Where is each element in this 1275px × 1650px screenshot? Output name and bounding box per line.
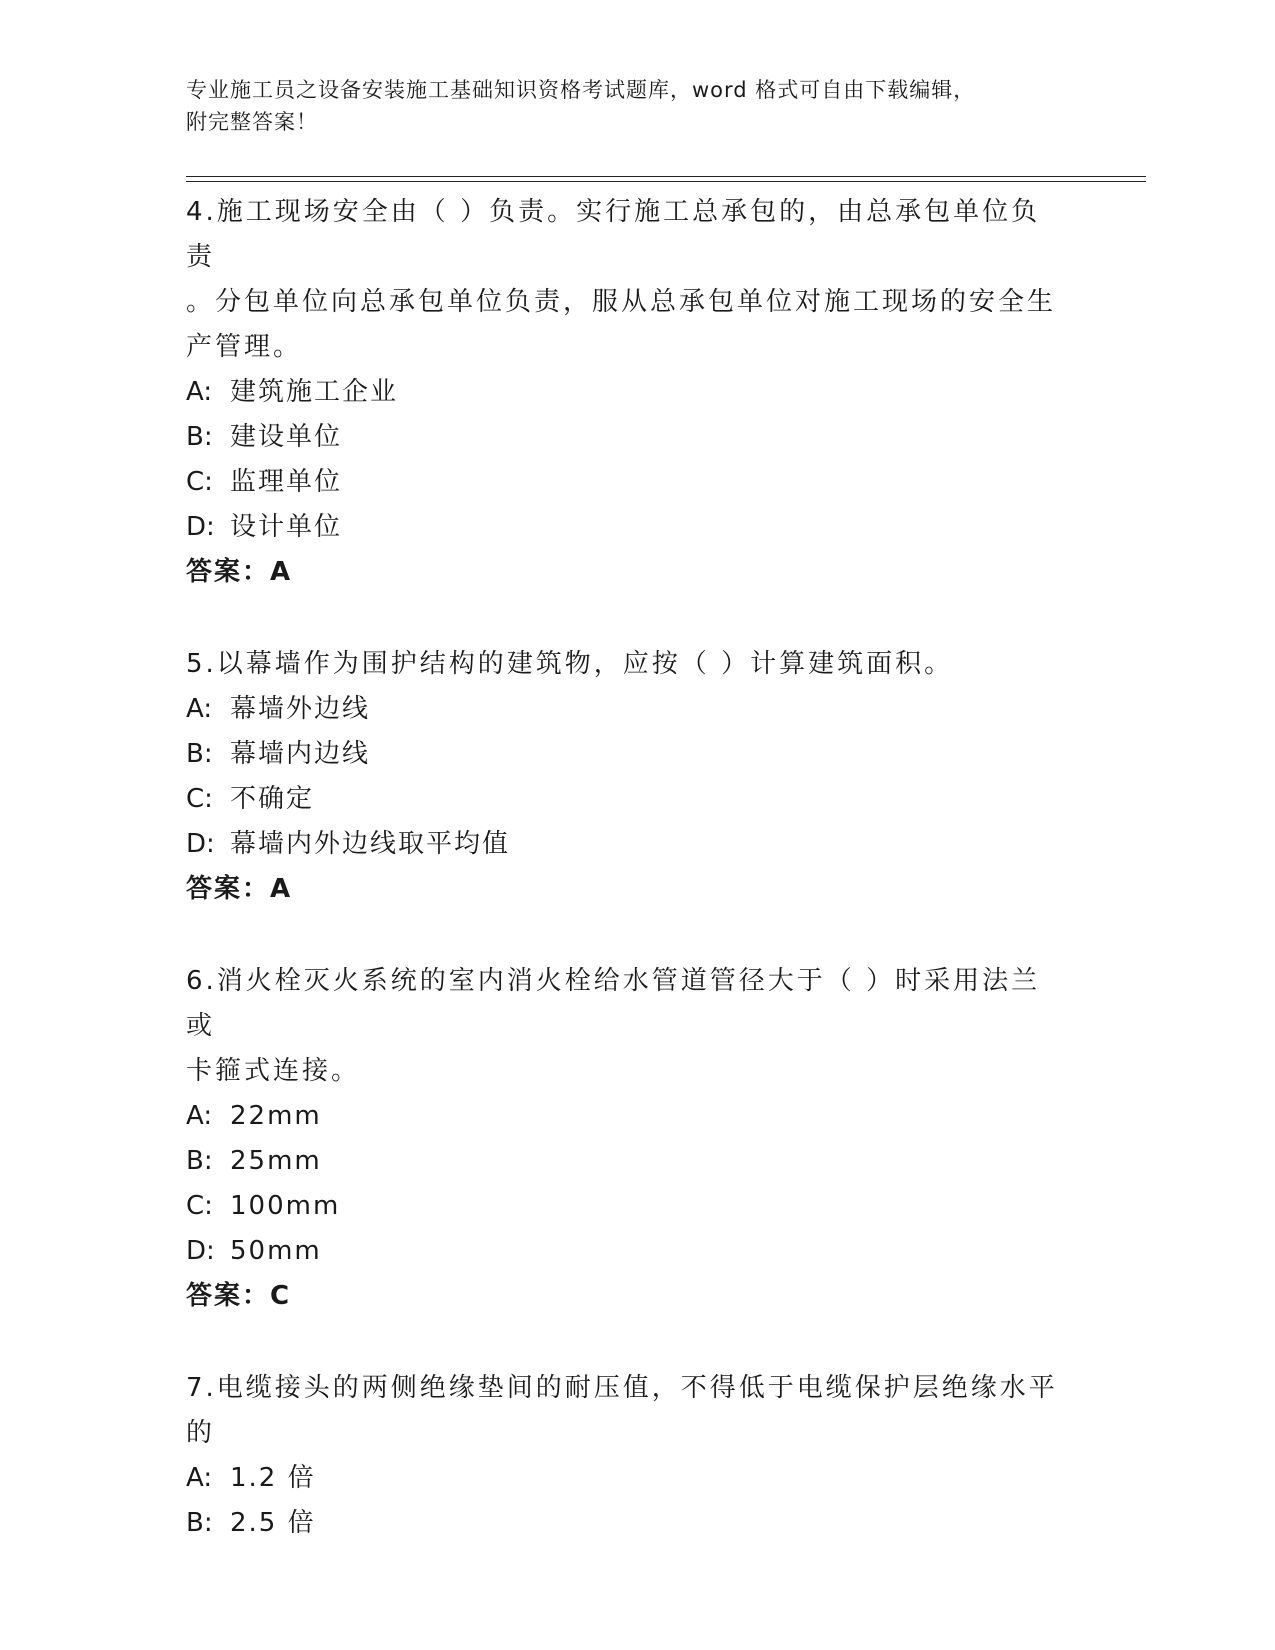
option-a — [186, 687, 1066, 732]
option-letter: C: — [186, 784, 213, 814]
option-a — [186, 1094, 1066, 1139]
question-text-line: 的 — [186, 1418, 216, 1448]
option-text: 100mm — [230, 1191, 341, 1221]
question-text-line: 5.以幕墙作为围护结构的建筑物，应按（ ）计算建筑面积。 — [186, 649, 954, 679]
question-5 — [186, 642, 1066, 912]
option-text: 建设单位 — [230, 422, 343, 452]
option-text: 25mm — [230, 1146, 322, 1176]
header-line-1: 专业施工员之设备安装施工基础知识资格考试题库，word 格式可自由下载编辑， — [186, 78, 976, 102]
option-text: 建筑施工企业 — [230, 377, 399, 407]
question-6 — [186, 959, 1066, 1319]
option-text: 设计单位 — [230, 512, 343, 542]
question-text-line: 。分包单位向总承包单位负责，服从总承包单位对施工现场的安全生 — [186, 287, 1057, 317]
question-4 — [186, 190, 1066, 595]
option-letter: D: — [186, 1236, 215, 1266]
option-b — [186, 1139, 1066, 1184]
question-text-line: 4.施工现场安全由（ ）负责。实行施工总承包的，由总承包单位负责 — [186, 197, 1041, 272]
header-divider-top — [186, 176, 1146, 177]
question-spacer — [186, 1319, 1066, 1366]
question-text-line: 6.消火栓灭火系统的室内消火栓给水管道管径大于（ ）时采用法兰或 — [186, 966, 1041, 1041]
option-text: 幕墙外边线 — [230, 694, 371, 724]
option-letter: B: — [186, 1146, 213, 1176]
option-letter: B: — [186, 422, 213, 452]
option-letter: B: — [186, 739, 213, 769]
answer-line: 答案：A — [186, 874, 293, 904]
option-letter: A: — [186, 694, 213, 724]
option-text: 22mm — [230, 1101, 322, 1131]
option-c — [186, 1184, 1066, 1229]
option-text: 不确定 — [230, 784, 315, 814]
option-letter: D: — [186, 829, 215, 859]
option-letter: A: — [186, 1101, 213, 1131]
option-a — [186, 1456, 1066, 1501]
option-letter: C: — [186, 1191, 213, 1221]
answer-line: 答案：A — [186, 557, 293, 587]
option-letter: C: — [186, 467, 213, 497]
option-text: 2.5 倍 — [230, 1508, 316, 1538]
question-text-line: 产管理。 — [186, 332, 303, 362]
option-letter: A: — [186, 1463, 213, 1493]
option-text: 50mm — [230, 1236, 322, 1266]
header-line-2: 附完整答案！ — [186, 110, 318, 134]
option-d — [186, 822, 1066, 867]
option-letter: A: — [186, 377, 213, 407]
option-d — [186, 505, 1066, 550]
option-c — [186, 777, 1066, 822]
option-b — [186, 415, 1066, 460]
question-7 — [186, 1366, 1066, 1546]
question-list — [186, 190, 1066, 1546]
option-letter: B: — [186, 1508, 213, 1538]
question-spacer — [186, 595, 1066, 642]
document-header — [186, 74, 1086, 138]
option-text: 1.2 倍 — [230, 1463, 316, 1493]
question-text-line: 7.电缆接头的两侧绝缘垫间的耐压值，不得低于电缆保护层绝缘水平 — [186, 1373, 1058, 1403]
option-d — [186, 1229, 1066, 1274]
question-spacer — [186, 912, 1066, 959]
header-divider-bottom — [186, 181, 1146, 182]
option-b — [186, 732, 1066, 777]
option-text: 幕墙内边线 — [230, 739, 371, 769]
question-text-line: 卡箍式连接。 — [186, 1056, 361, 1086]
answer-line: 答案：C — [186, 1281, 292, 1311]
option-b — [186, 1501, 1066, 1546]
option-text: 监理单位 — [230, 467, 343, 497]
option-c — [186, 460, 1066, 505]
option-letter: D: — [186, 512, 215, 542]
option-text: 幕墙内外边线取平均值 — [230, 829, 511, 859]
option-a — [186, 370, 1066, 415]
